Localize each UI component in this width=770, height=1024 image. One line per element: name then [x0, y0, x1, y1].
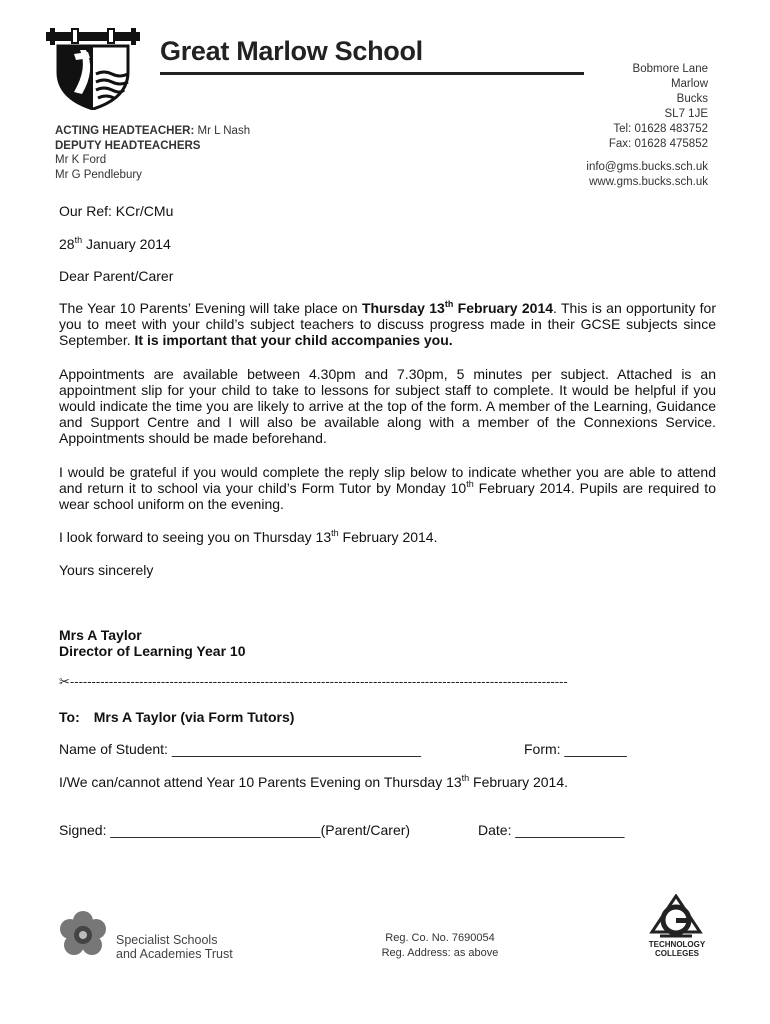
letter-date: 28th January 2014: [59, 235, 171, 252]
signatory-title: Director of Learning Year 10: [59, 643, 246, 659]
address-line: Bobmore Lane: [632, 63, 708, 75]
date-field[interactable]: Date: ______________: [478, 822, 625, 838]
reg-number: Reg. Co. No. 7690054: [385, 932, 495, 944]
school-crest-logo: [44, 28, 142, 110]
specialist-schools-flower-icon: [58, 910, 108, 960]
address-line: Marlow: [670, 78, 708, 90]
specialist-schools-text: Specialist Schools and Academies Trust: [116, 933, 233, 961]
acting-head-name: Mr L Nash: [197, 125, 251, 137]
deputy-heads-label: DEPUTY HEADTEACHERS: [55, 139, 201, 152]
title-underline: [160, 72, 584, 75]
deputy-name: Mr K Ford: [55, 154, 107, 166]
email-address[interactable]: info@gms.bucks.sch.uk: [586, 161, 708, 173]
address-line: SL7 1JE: [664, 108, 708, 120]
school-name: Great Marlow School: [160, 36, 423, 66]
school-address-block: [586, 62, 708, 190]
attendance-statement[interactable]: I/We can/cannot attend Year 10 Parents Evening on Thursday 13th February 2014.: [59, 773, 569, 790]
form-field[interactable]: Form: ________: [524, 741, 627, 757]
reg-address: Reg. Address: as above: [381, 947, 499, 959]
deputy-name: Mr G Pendlebury: [55, 168, 142, 181]
technology-colleges-text: TECHNOLOGY COLLEGES: [648, 940, 706, 958]
acting-head-label: ACTING HEADTEACHER:: [55, 125, 195, 137]
salutation: Dear Parent/Carer: [59, 268, 174, 284]
paragraph-evening-details: The Year 10 Parents’ Evening will take place on Thursday 13th February 2014. This is an opportunity for you to meet with your child’s subject teachers to discuss progress made in their GCSE subjects since September. It is important that your child accompanies you.: [59, 299, 716, 348]
fax: Fax: 01628 475852: [608, 138, 708, 150]
paragraph-appointments: Appointments are available between 4.30pm and 7.30pm, 5 minutes per subject. Attached is an appointment slip for your child to take to lessons for subject staff to complete. It would be helpful if you would indicate the time you are likely to arrive at the top of the form. A member of the Learning, Guidance and Support Centre and I will also be available along with a member of the Connexions Service. Appointments should be made beforehand.: [59, 366, 716, 446]
signatory-name: Mrs A Taylor: [59, 627, 142, 643]
student-name-field[interactable]: Name of Student: ________________________________: [59, 741, 421, 757]
signature-field[interactable]: Signed: ___________________________(Parent/Carer): [59, 822, 411, 838]
staff-block: [55, 124, 250, 182]
paragraph-reply-slip: I would be grateful if you would complete the reply slip below to indicate whether you are able to attend and return it to school via your child’s Form Tutor by Monday 10th February 2014. Pupils are required to wear school uniform on the evening.: [59, 464, 716, 512]
address-line: Bucks: [676, 93, 708, 105]
slip-recipient: To: Mrs A Taylor (via Form Tutors): [59, 709, 295, 725]
closing-phrase: Yours sincerely: [59, 562, 154, 578]
registration-details: [360, 931, 520, 961]
paragraph-closing: I look forward to seeing you on Thursday 13th February 2014.: [59, 528, 438, 545]
our-reference: Our Ref: KCr/CMu: [59, 203, 174, 219]
scissors-icon: ✂: [59, 674, 70, 689]
technology-colleges-logo: [640, 894, 712, 944]
cut-line: ✂-------------------------------------------------------------------------------------------------------------------: [59, 674, 568, 689]
website-link[interactable]: www.gms.bucks.sch.uk: [589, 176, 708, 188]
telephone: Tel: 01628 483752: [613, 123, 708, 135]
